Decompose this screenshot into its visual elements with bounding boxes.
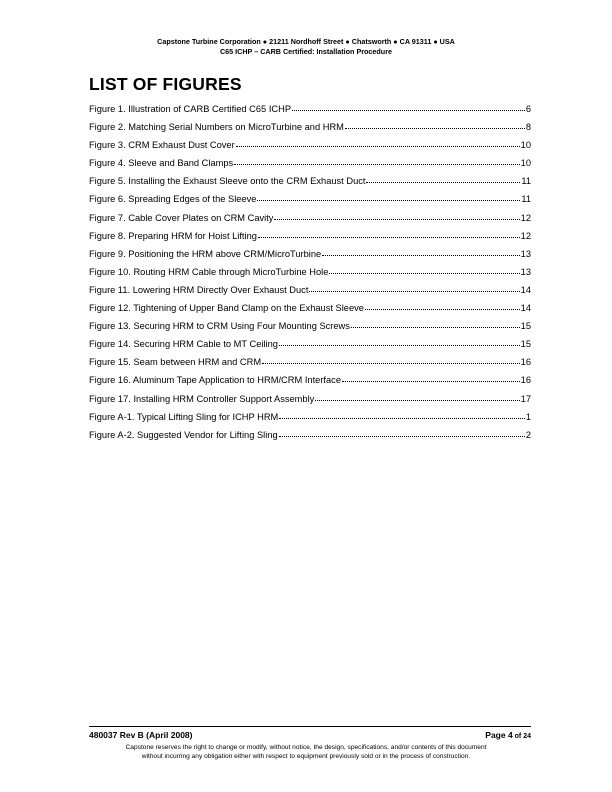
figure-entry[interactable] bbox=[89, 172, 531, 190]
figure-entry-page: 10 bbox=[520, 158, 531, 169]
dot-leader bbox=[274, 213, 519, 220]
figure-entry[interactable] bbox=[89, 390, 531, 408]
figure-entry-label: Figure 13. Securing HRM to CRM Using Four Mounting Screws bbox=[89, 321, 350, 332]
figure-entry-page: 8 bbox=[525, 122, 531, 133]
page-header bbox=[0, 37, 612, 57]
dot-leader bbox=[365, 303, 520, 310]
figure-entry-page: 10 bbox=[520, 140, 531, 151]
dot-leader bbox=[315, 394, 519, 401]
dot-leader bbox=[257, 194, 520, 201]
dot-leader bbox=[279, 430, 525, 437]
figure-entry-page: 13 bbox=[520, 266, 531, 277]
figure-entry-label: Figure A-1. Typical Lifting Sling for ICHP HRM bbox=[89, 411, 279, 422]
figure-entry-page: 16 bbox=[520, 375, 531, 386]
dot-leader bbox=[366, 176, 520, 183]
figure-entry-page: 17 bbox=[520, 393, 531, 404]
figure-entry-label: Figure 12. Tightening of Upper Band Clamp on the Exhaust Sleeve bbox=[89, 303, 364, 314]
figure-entry-page: 11 bbox=[521, 176, 531, 187]
figure-entry[interactable] bbox=[89, 245, 531, 263]
figure-entry-label: Figure 9. Positioning the HRM above CRM/MicroTurbine bbox=[89, 248, 322, 259]
figure-entry[interactable] bbox=[89, 408, 531, 426]
figure-entry[interactable] bbox=[89, 299, 531, 317]
dot-leader bbox=[322, 249, 519, 256]
disclaimer-line-1: Capstone reserves the right to change or modify, without notice, the design, specifications, and/or contents of this document bbox=[125, 744, 487, 751]
figure-entry[interactable] bbox=[89, 190, 531, 208]
header-company-line: Capstone Turbine Corporation ● 21211 Nordhoff Street ● Chatsworth ● CA 91311 ● USA bbox=[157, 37, 455, 46]
figure-entry[interactable] bbox=[89, 154, 531, 172]
figure-entry[interactable] bbox=[89, 281, 531, 299]
footer-page-current: 4 bbox=[507, 730, 513, 740]
footer-page-prefix: Page bbox=[485, 730, 508, 740]
figure-entry-page: 15 bbox=[520, 321, 531, 332]
figure-entry-page: 11 bbox=[521, 194, 531, 205]
figure-entry-label: Figure 6. Spreading Edges of the Sleeve bbox=[89, 194, 257, 205]
figure-entry-page: 14 bbox=[520, 303, 531, 314]
dot-leader bbox=[345, 122, 525, 129]
figure-entry[interactable] bbox=[89, 335, 531, 353]
dot-leader bbox=[258, 231, 520, 238]
figure-entry-label: Figure 11. Lowering HRM Directly Over Exhaust Duct bbox=[89, 284, 309, 295]
figure-entry-label: Figure 1. Illustration of CARB Certified C65 ICHP bbox=[89, 104, 292, 114]
figure-entry-label: Figure 14. Securing HRM Cable to MT Ceiling bbox=[89, 339, 278, 350]
footer-divider bbox=[89, 726, 531, 727]
figure-entry[interactable] bbox=[89, 426, 531, 444]
figure-entry[interactable] bbox=[89, 136, 531, 154]
dot-leader bbox=[329, 267, 519, 274]
dot-leader bbox=[342, 375, 520, 382]
figure-entry-label: Figure 10. Routing HRM Cable through MicroTurbine Hole bbox=[89, 266, 329, 277]
footer-page-total: of 24 bbox=[512, 733, 531, 740]
figure-entry-page: 12 bbox=[520, 212, 531, 223]
dot-leader bbox=[234, 158, 519, 165]
figure-entry-label: Figure 4. Sleeve and Band Clamps bbox=[89, 158, 234, 169]
dot-leader bbox=[279, 412, 525, 419]
figure-entry[interactable] bbox=[89, 209, 531, 227]
figure-entry-page: 6 bbox=[525, 104, 531, 114]
list-of-figures bbox=[89, 100, 531, 444]
figure-entry[interactable] bbox=[89, 100, 531, 118]
figure-entry[interactable] bbox=[89, 227, 531, 245]
figure-entry-label: Figure A-2. Suggested Vendor for Lifting Sling bbox=[89, 429, 278, 440]
figure-entry-page: 12 bbox=[520, 230, 531, 241]
figure-entry-page: 16 bbox=[520, 357, 531, 368]
dot-leader bbox=[262, 357, 520, 364]
header-document-line: C65 ICHP – CARB Certified: Installation Procedure bbox=[219, 47, 392, 56]
disclaimer-line-2: without incurring any obligation either with respect to equipment previously sold or in the process of construction. bbox=[141, 753, 471, 760]
footer-disclaimer bbox=[0, 743, 612, 761]
figure-entry-label: Figure 3. CRM Exhaust Dust Cover bbox=[89, 140, 235, 151]
figure-entry-page: 15 bbox=[520, 339, 531, 350]
figure-entry-page: 2 bbox=[525, 429, 531, 440]
dot-leader bbox=[351, 321, 520, 328]
figure-entry-label: Figure 8. Preparing HRM for Hoist Lifting bbox=[89, 230, 257, 241]
figure-entry[interactable] bbox=[89, 317, 531, 335]
dot-leader bbox=[279, 339, 520, 346]
figure-entry[interactable] bbox=[89, 353, 531, 371]
dot-leader bbox=[236, 140, 520, 147]
figure-entry-label: Figure 5. Installing the Exhaust Sleeve onto the CRM Exhaust Duct bbox=[89, 176, 366, 187]
page-title: LIST OF FIGURES bbox=[89, 74, 242, 94]
figure-entry-label: Figure 2. Matching Serial Numbers on MicroTurbine and HRM bbox=[89, 122, 344, 133]
figure-entry-label: Figure 16. Aluminum Tape Application to HRM/CRM Interface bbox=[89, 375, 341, 386]
figure-entry-label: Figure 15. Seam between HRM and CRM bbox=[89, 357, 262, 368]
figure-entry[interactable] bbox=[89, 371, 531, 389]
footer-page-number bbox=[485, 730, 531, 740]
figure-entry[interactable] bbox=[89, 263, 531, 281]
figure-entry[interactable] bbox=[89, 118, 531, 136]
dot-leader bbox=[309, 285, 519, 292]
figure-entry-page: 14 bbox=[520, 284, 531, 295]
figure-entry-label: Figure 17. Installing HRM Controller Support Assembly bbox=[89, 393, 315, 404]
figure-entry-label: Figure 7. Cable Cover Plates on CRM Cavity bbox=[89, 212, 274, 223]
dot-leader bbox=[292, 104, 525, 111]
figure-entry-page: 13 bbox=[520, 248, 531, 259]
footer-document-id: 480037 Rev B (April 2008) bbox=[89, 730, 193, 740]
figure-entry-page: 1 bbox=[525, 411, 531, 422]
